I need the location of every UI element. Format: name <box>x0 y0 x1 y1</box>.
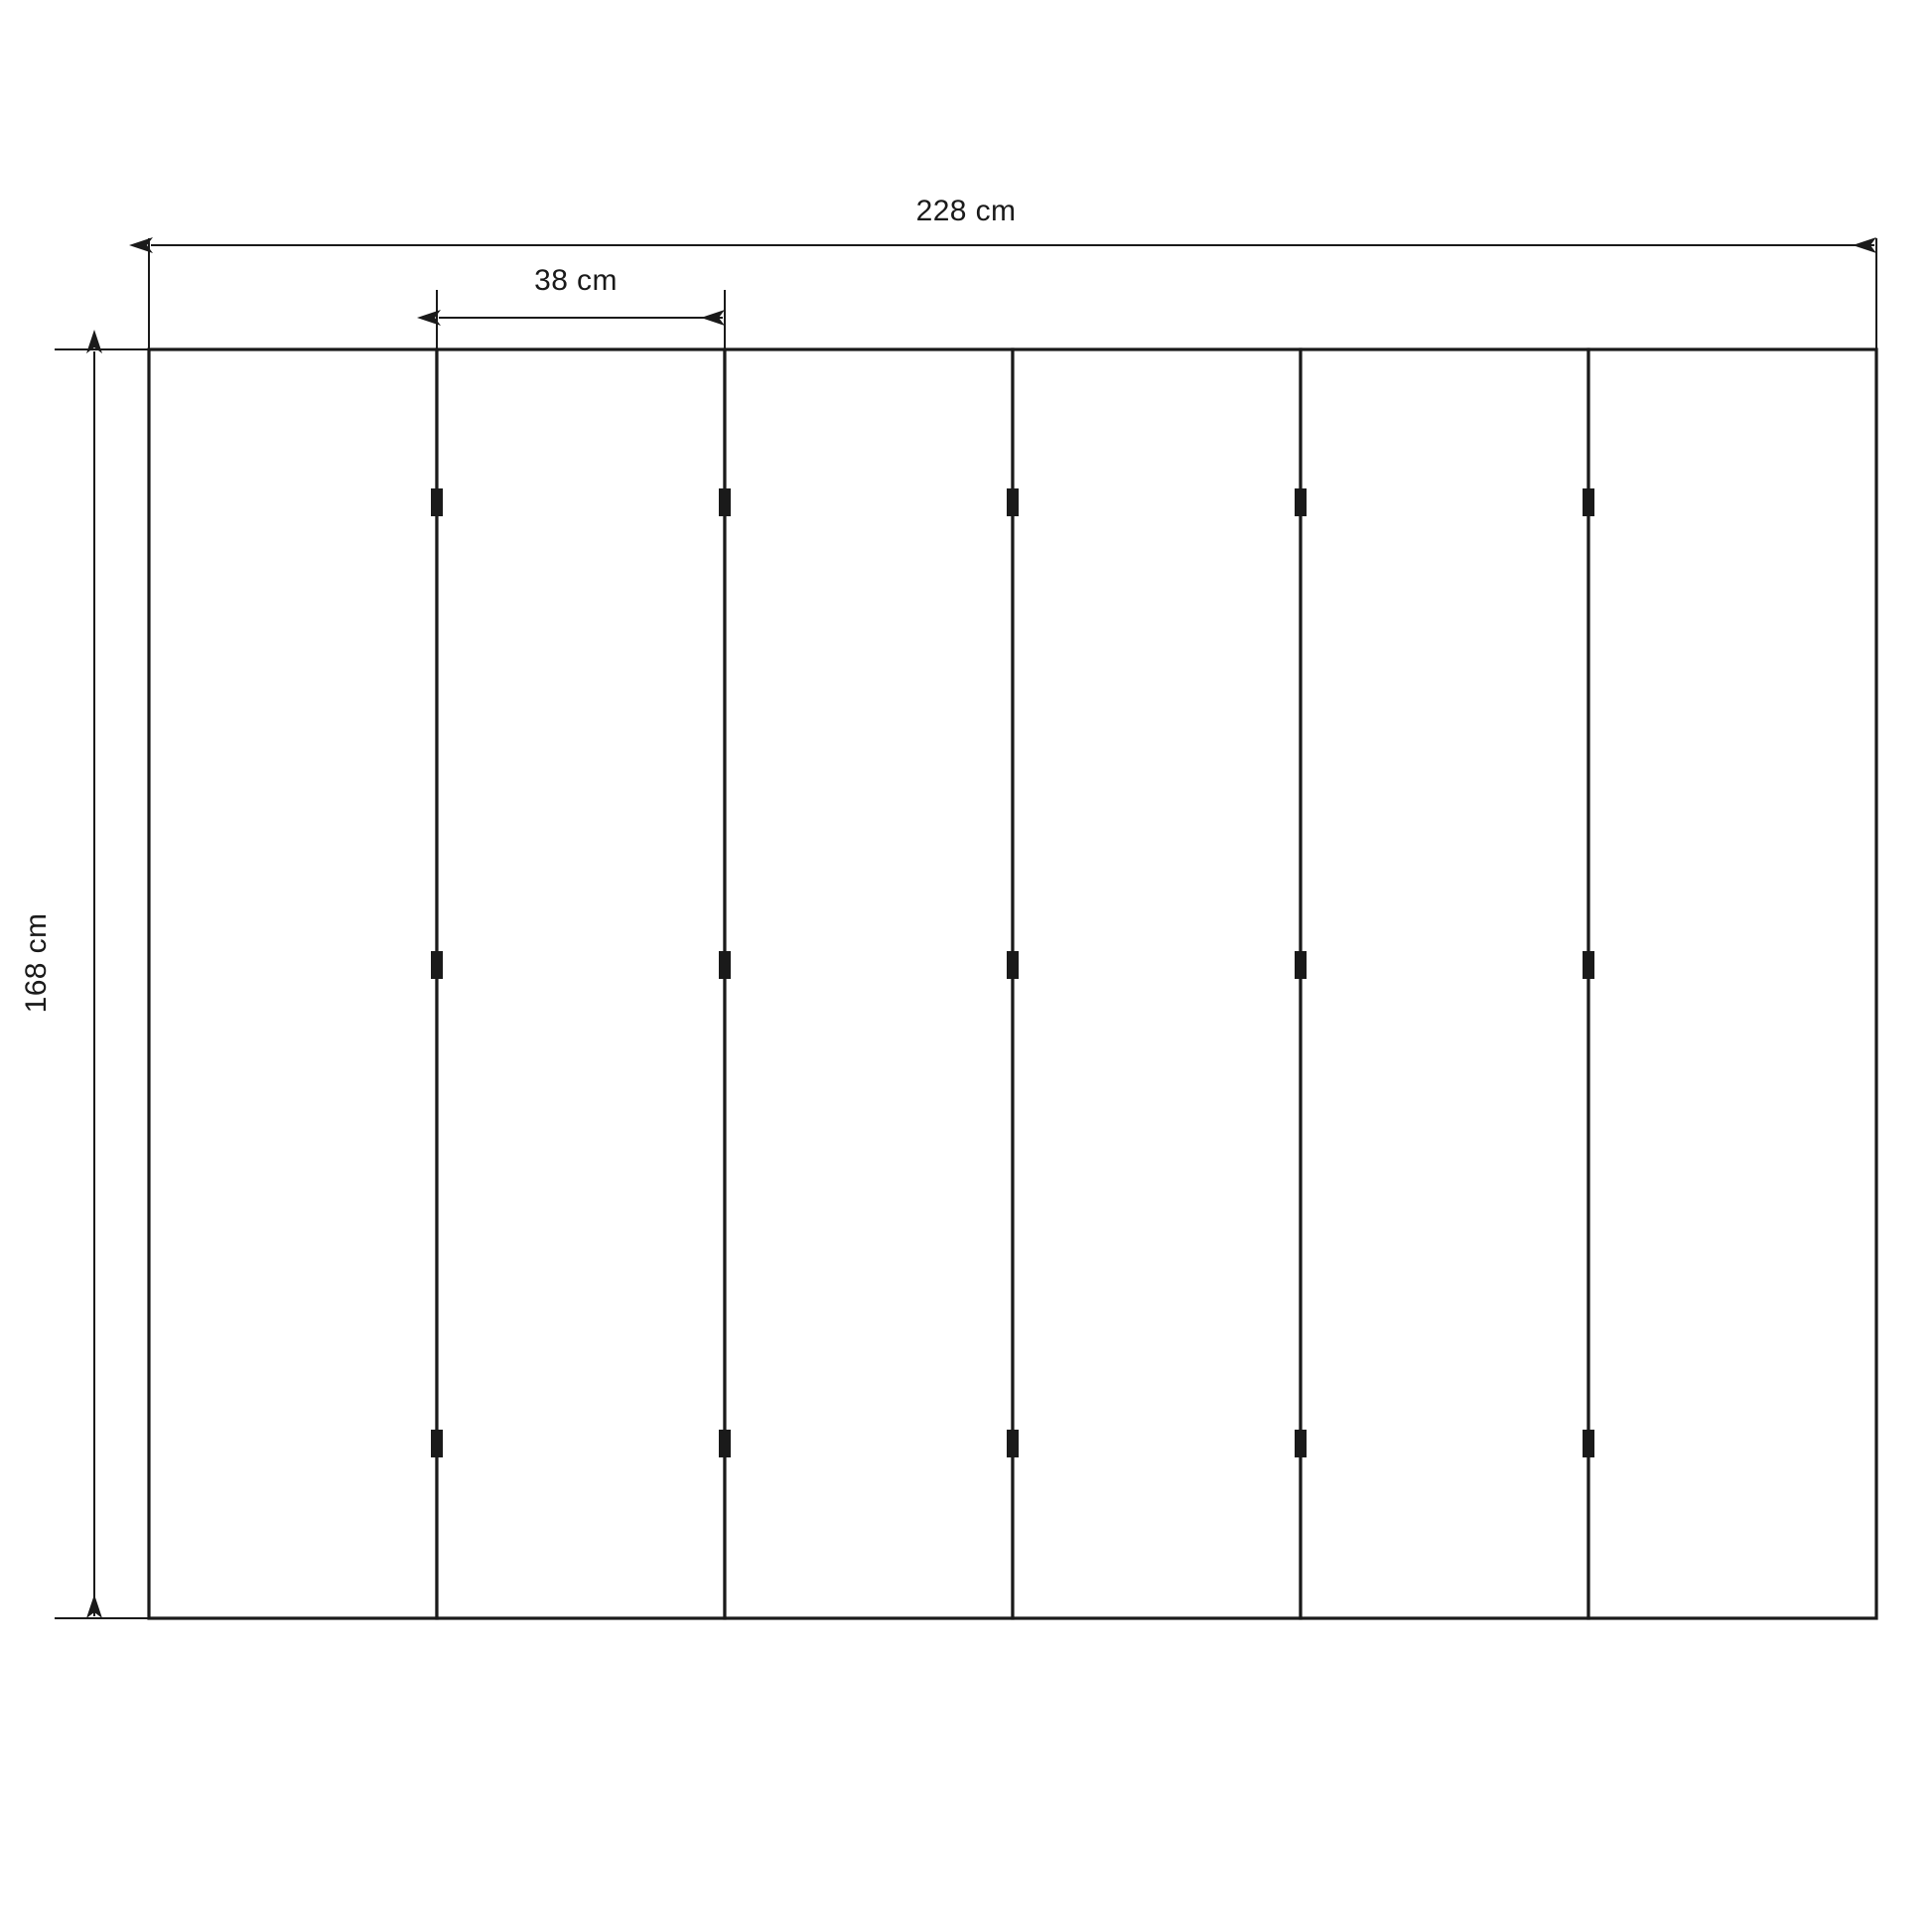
width-dimension <box>149 238 1876 349</box>
hinge-icon <box>1007 951 1019 979</box>
panel-2 <box>437 349 725 1618</box>
hinge-icon <box>1583 951 1594 979</box>
panel-width-dimension-label: 38 cm <box>534 264 618 297</box>
height-dimension-label: 168 cm <box>20 912 53 1014</box>
hinge-icon <box>1007 1430 1019 1457</box>
hinge-icon <box>1007 488 1019 516</box>
panel-width-dimension <box>437 290 725 349</box>
hinge-icon <box>431 951 443 979</box>
panel-4 <box>1013 349 1301 1618</box>
panel-3 <box>725 349 1013 1618</box>
hinge-icon <box>1583 1430 1594 1457</box>
panel-1 <box>149 349 437 1618</box>
height-dimension <box>55 349 149 1618</box>
width-dimension-label: 228 cm <box>915 195 1017 227</box>
hinge-icon <box>719 488 731 516</box>
hinge-icon <box>1295 951 1307 979</box>
hinge-icon <box>1295 488 1307 516</box>
panel-group <box>149 349 1876 1618</box>
hinge-icon <box>719 1430 731 1457</box>
hinge-icon <box>719 951 731 979</box>
hinge-icon <box>1583 488 1594 516</box>
panel-5 <box>1301 349 1588 1618</box>
hinge-icon <box>1295 1430 1307 1457</box>
hinge-icon <box>431 488 443 516</box>
hinge-icon <box>431 1430 443 1457</box>
panel-6 <box>1588 349 1876 1618</box>
